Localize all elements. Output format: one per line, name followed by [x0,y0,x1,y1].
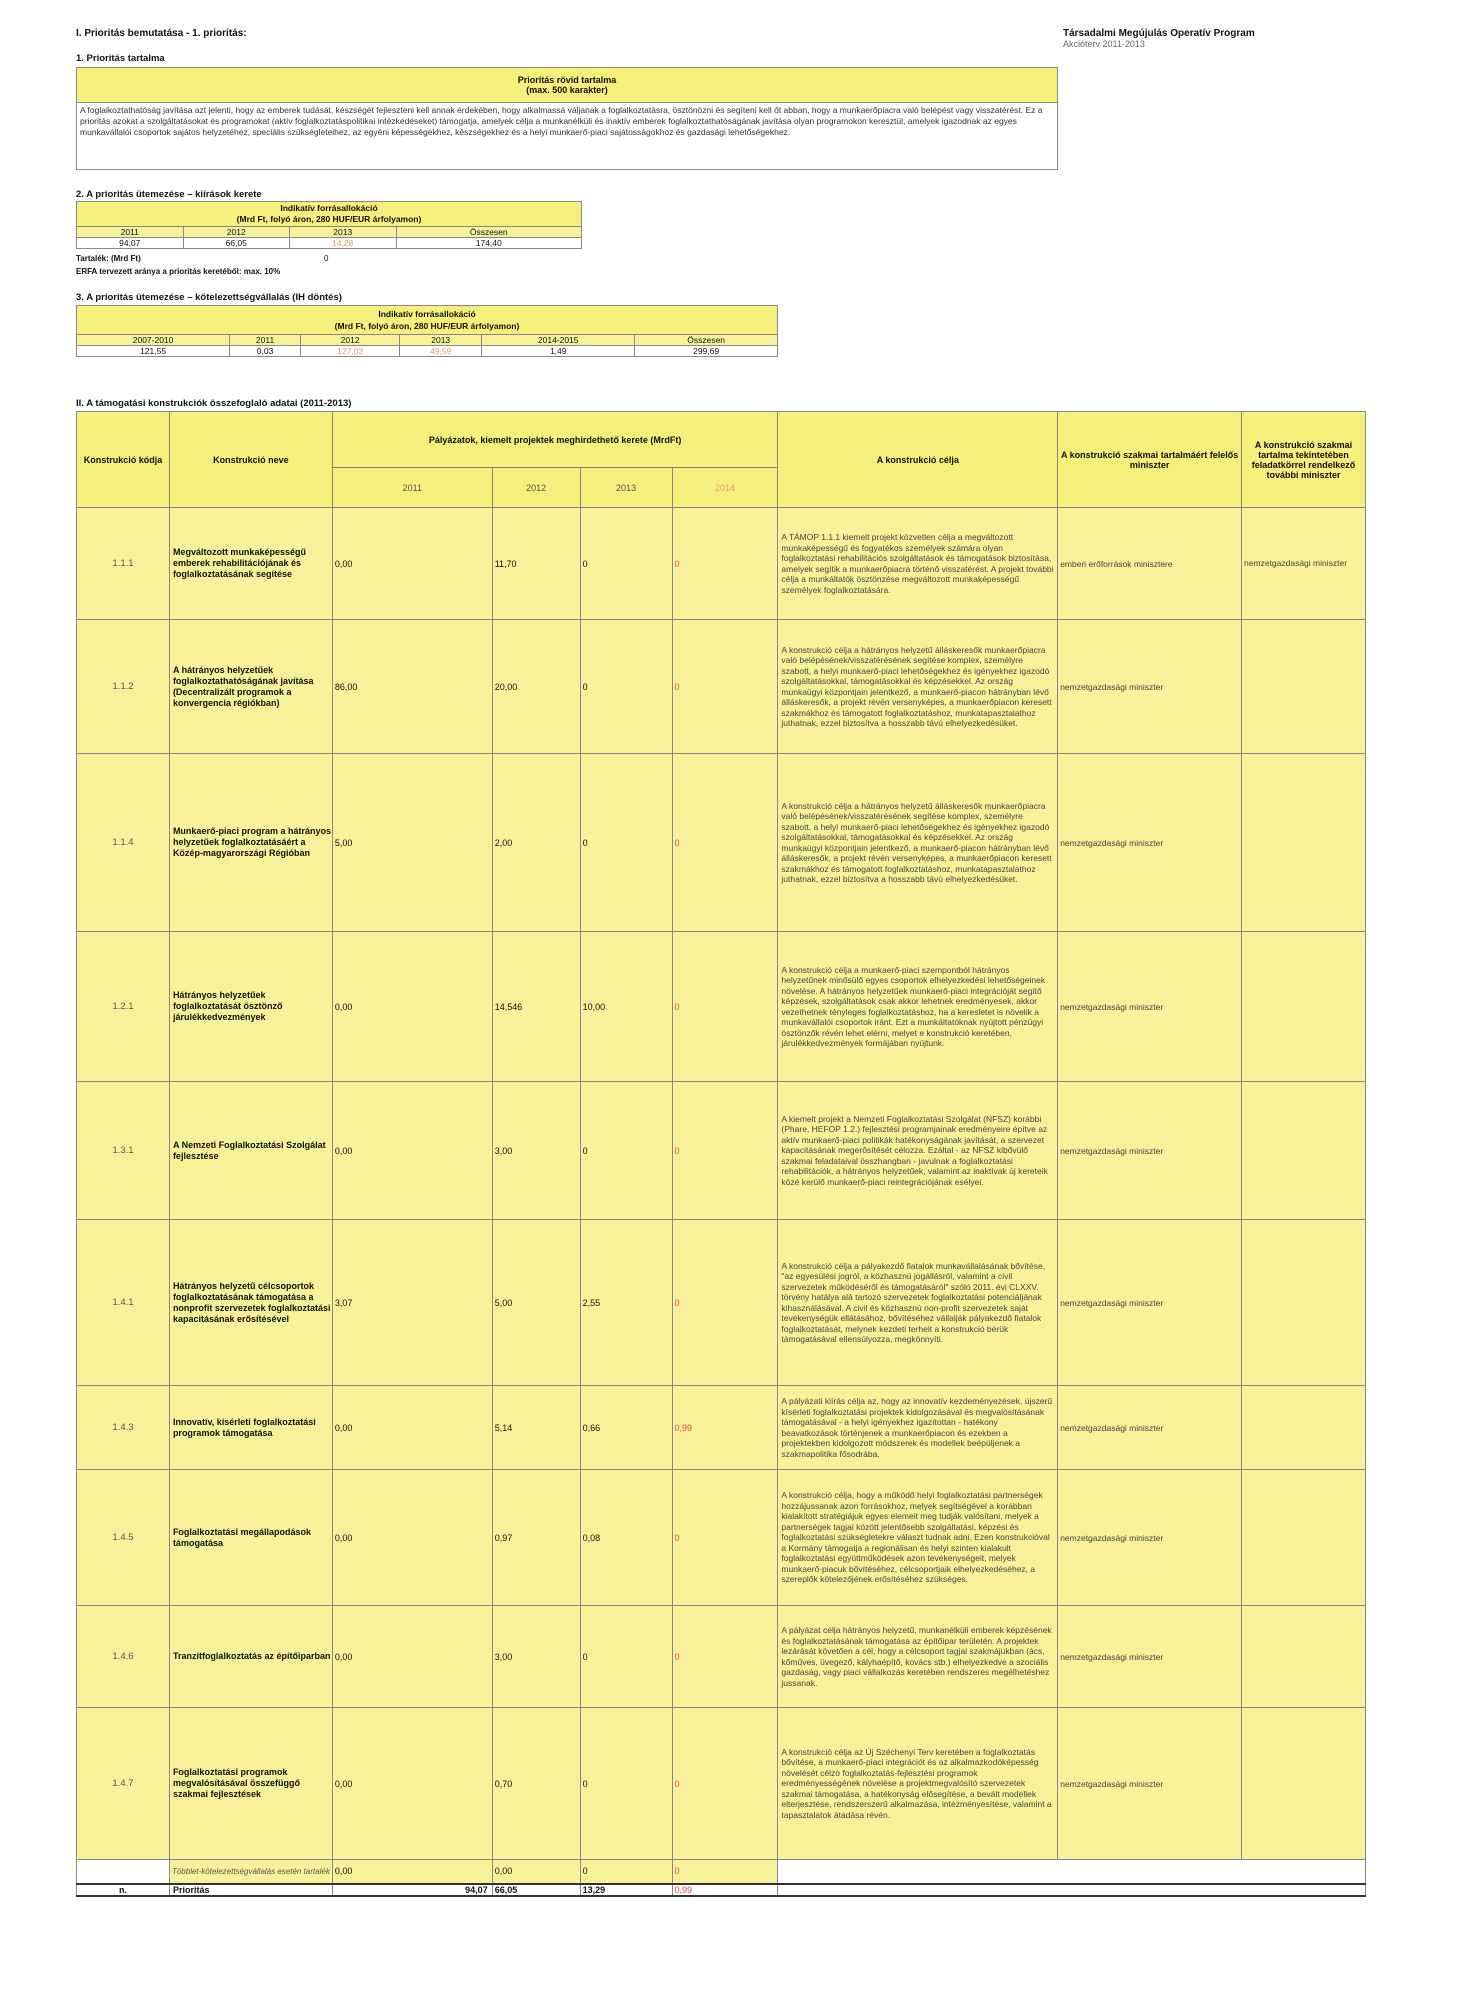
row-goal: A kiemelt projekt a Nemzeti Foglalkoztatási Szolgálat (NFSZ) korábbi (Phare, HEFOP 1.2.) fejlesztési programjainak eredményeire építve az aktív munkaerő-piaci politikák hatékonyságának javítását, a szervezet kapacitásának megerősítését célozza. Ezáltal - az NFSZ kibővülő szakmai feladataival összhangban - javulnak a foglalkoztatási rehabilitációk, a hátrányos helyzetűek, valamint az inaktívak új kereteik közé kerülő munkaerő-piaci reintegrációjának esélyei. [778,1082,1058,1220]
commitment-col-header: 2014-2015 [482,335,635,346]
row-value-2013: 0,08 [580,1470,672,1606]
calls-col-header: 2011 [77,227,184,238]
row-minister: nemzetgazdasági miniszter [1058,1470,1242,1606]
constructions-rows [77,508,1366,1896]
row-goal: A TÁMOP 1.1.1 kiemelt projekt közvetlen célja a megváltozott munkaképességű és fogyatékos személyek számára olyan foglalkoztatási rehabilitációs szolgáltatások és támogatások biztosítása, amelyek segítik a munkaerőpiacra történő visszatérést. A projekt további célja a munkáltatók ösztönzése megváltozott munkaképességű személyek foglalkoztatására. [778,508,1058,620]
row-goal: A konstrukció célja, hogy a működő helyi foglalkoztatási partnerségek hozzájussanak azon forrásokhoz, melyek segítségével a korábban kialakított stratégiájuk egyes elemeit meg tudják valósítani, melyek a partnerségek tagjai között jelentősebb szolgáltatási, képzési és foglalkoztatási szükségletekre választ tudnak adni. Ezen konstrukcióval a Kormány támogatja a regionálisan és helyi szinten kialakult foglalkoztatási együttműködések azon tevékenységeit, melyek munkaerő-piacuk bővítéséhez, célcsoportjaik elhelyezkedéséhez, a szereplők kötelezőjének erősítéséhez szükséges. [778,1470,1058,1606]
row-other-minister [1242,1082,1366,1220]
row-name: Foglalkoztatási programok megvalósításával összefüggő szakmai fejlesztések [169,1708,332,1860]
row-value-2013: 0 [580,620,672,754]
total-label: Prioritás [169,1884,332,1896]
table-row [77,1470,1366,1606]
row-value-2012: 11,70 [492,508,580,620]
col-header-minister: A konstrukció szakmai tartalmáért felelős miniszter [1058,412,1242,508]
summary-text: A foglalkoztathatóság javítása azt jelenti, hogy az emberek tudását, készségét fejleszteni kell annak érdekében, hogy alkalmassá váljanak a foglalkoztatásra, ösztönözni és segíteni kell őt abban, hogy a munkaerőpiacra való belépést vagy visszatérést. Ez a prioritás azokat a szolgáltatásokat és programokat (aktív foglalkoztatáspolitikai intézkedéseket) támogatja, amelyek célja a munkanélküli és inaktív emberek foglalkoztathatóságának javítása olyan programokon keresztül, amelyek igazodnak az egyes munkavállalói csoportok sajátos helyzetéhez, speciális szükségleteihez, az egyéni képességekhez, készségekhez és a helyi munkaerő-piaci sajátosságokhoz és gazdasági lehetőségekhez. [77,103,1058,170]
row-value-2014: 0 [672,754,778,932]
col-header-name: Konstrukció neve [169,412,332,508]
row-minister: nemzetgazdasági miniszter [1058,1082,1242,1220]
commitment-col-header: 2013 [400,335,482,346]
row-minister: emberi erőforrások minisztere [1058,508,1242,620]
program-subtitle: Akcióterv 2011-2013 [1063,39,1145,49]
row-minister: nemzetgazdasági miniszter [1058,932,1242,1082]
row-goal: A pályázati kiírás célja az, hogy az innovatív kezdeményezések, újszerű kísérleti foglalkoztatási projektek kidolgozásával és megvalósításának támogatásával - a helyi igényekhez igazítottan - hatékony beavatkozások történjenek a munkaerőpiacon és ezekben a projektekben kidolgozott módszerek és modellek beépüljenek a szakmapolitika fősodrába. [778,1386,1058,1470]
calls-col-header: 2012 [183,227,290,238]
row-code: 1.4.3 [77,1386,170,1470]
row-code: 1.1.4 [77,754,170,932]
table-row [77,1082,1366,1220]
row-value-2011: 0,00 [332,1606,492,1708]
row-other-minister: nemzetgazdasági miniszter [1242,508,1366,620]
reserve-value-2011: 0,00 [332,1860,492,1884]
row-value-2011: 0,00 [332,1082,492,1220]
section-ii-title: II. A támogatási konstrukciók összefoglaló adatai (2011-2013) [76,398,352,409]
row-other-minister [1242,1708,1366,1860]
row-value-2014: 0 [672,620,778,754]
row-value-2013: 0 [580,508,672,620]
commitment-value: 1,49 [482,346,635,357]
row-goal: A konstrukció célja a hátrányos helyzetű álláskeresők munkaerőpiacra való belépésének/visszatérésének segítése komplex, személyre szabott, a helyi munkaerő-piaci lehetőségekhez és igényekhez igazodó szolgáltatásokkal, támogatásokkal és képzésekkel. Az ország munkaügyi központjain jelentkező, a munkaerő-piacon hátrányban lévő álláskeresők, a projekt révén versenyképes, a munkaerőpiacon keresett szakmákhoz és támogatott foglalkoztatáshoz, munkatapasztalathoz juthatnak, ezzel biztosítva a hosszabb távú elhelyezkedésüket. [778,754,1058,932]
row-value-2013: 0 [580,1708,672,1860]
row-value-2013: 10,00 [580,932,672,1082]
commitment-col-header: Összesen [635,335,778,346]
row-value-2014: 0 [672,508,778,620]
col-header-goal: A konstrukció célja [778,412,1058,508]
row-other-minister [1242,1386,1366,1470]
commitment-value: 127,03 [301,346,400,357]
row-value-2014: 0 [672,1606,778,1708]
calls-value: 174,40 [396,238,582,249]
calls-heading-line1: Indikatív forrásallokáció [280,203,378,213]
row-code: 1.3.1 [77,1082,170,1220]
row-value-2012: 5,14 [492,1386,580,1470]
row-goal: A konstrukció célja az Új Széchenyi Terv keretében a foglalkoztatás bővítése, a munkaerő-piaci integrációt és az alkalmazkodóképesség növelését célzó foglalkoztatás-fejlesztési programok eredményességének növelése a projektmegvalósító szervezetek szakmai támogatása, a hatékonyság elősegítése, a bevált modellek elterjesztése, rendszerszerű alkalmazása, intézményesítése, valamint a tapasztalatok átadása révén. [778,1708,1058,1860]
row-value-2012: 2,00 [492,754,580,932]
col-header-code: Konstrukció kódja [77,412,170,508]
row-value-2012: 3,00 [492,1606,580,1708]
row-code: 1.1.2 [77,620,170,754]
table-row [77,932,1366,1082]
row-goal: A konstrukció célja a munkaerő-piaci szempontból hátrányos helyzetűnek minősülő egyes csoportok elhelyezkedési lehetőségeinek növelése. A hátrányos helyzetűek munkaerő-piaci integrációját segítő képzések, szolgáltatások csak akkor lehetnek eredményesek, akkor vezethetnek tényleges foglalkoztatáshoz, ha a keresletet is növelik a munkavállalói csoportok iránt. Ezt a munkáltatóknak nyújtott pénzügyi ösztönzők révén lehet elérni, melyet e konstrukció keretében, járulékkedvezmények formájában nyújtunk. [778,932,1058,1082]
program-header [1063,28,1255,49]
section1-title: 1. Prioritás tartalma [76,53,165,64]
row-value-2014: 0 [672,1470,778,1606]
total-2013: 13,29 [580,1884,672,1896]
commitment-value: 49,59 [400,346,482,357]
calls-heading-line2: (Mrd Ft, folyó áron, 280 HUF/EUR árfolyamon) [236,214,422,224]
reserve-row-label: Többlet-kötelezettségvállalás esetén tartalék [169,1860,332,1884]
row-value-2012: 0,70 [492,1708,580,1860]
row-value-2011: 0,00 [332,1470,492,1606]
col-header-2011: 2011 [332,468,492,508]
row-name: Tranzitfoglalkoztatás az építőiparban [169,1606,332,1708]
commitment-value: 0,03 [230,346,301,357]
row-other-minister [1242,754,1366,932]
total-empty-tail [778,1884,1366,1896]
row-other-minister [1242,1470,1366,1606]
col-header-2012: 2012 [492,468,580,508]
reserve-value: 0 [324,254,329,263]
row-name: Hátrányos helyzetűek foglalkoztatását ösztönző járulékkedvezmények [169,932,332,1082]
row-goal: A pályázat célja hátrányos helyzetű, munkanélküli emberek képzésének és foglalkoztatásának támogatása az építőipar területén. A projektek lezárását követően a cél, hogy a célcsoport tagjai szakmájukban (ács, kőműves, üvegező, kályhaépítő, kovács stb.) elhelyezkedve a szociális gazdaság, vagy piaci vállalkozás keretében rendszeres megélhetéshez jussanak. [778,1606,1058,1708]
calls-col-header: 2013 [290,227,397,238]
col-header-2013: 2013 [580,468,672,508]
row-value-2012: 0,97 [492,1470,580,1606]
row-value-2014: 0 [672,1708,778,1860]
row-minister: nemzetgazdasági miniszter [1058,1606,1242,1708]
table-row [77,620,1366,754]
commitment-value: 299,69 [635,346,778,357]
summary-heading-line1: Prioritás rövid tartalma [517,75,617,85]
commitment-col-header: 2012 [301,335,400,346]
total-2011: 94,07 [332,1884,492,1896]
row-code: 1.4.1 [77,1220,170,1386]
row-value-2014: 0 [672,1220,778,1386]
row-code: 1.4.5 [77,1470,170,1606]
row-value-2011: 0,00 [332,508,492,620]
row-value-2013: 0 [580,754,672,932]
calls-value: 14,28 [290,238,397,249]
row-value-2011: 3,07 [332,1220,492,1386]
row-name: Munkaerő-piaci program a hátrányos helyzetűek foglalkoztatásáért a Közép-magyarországi Régióban [169,754,332,932]
row-name: Innovatív, kísérleti foglalkoztatási programok támogatása [169,1386,332,1470]
total-code: n. [77,1884,170,1896]
row-other-minister [1242,620,1366,754]
calls-heading [77,202,582,227]
commitment-heading-line2: (Mrd Ft, folyó áron, 280 HUF/EUR árfolyamon) [334,321,520,331]
row-goal: A konstrukció célja a pályakezdő fiatalok munkavállalásának bővítése, "az egyesülési jogról, a közhasznú jogállásról, valamint a civil szervezetek működéséről és támogatásáról" szóló 2011. évi CLXXV. törvény hatálya alá tartozó szervezetek foglalkoztatási potenciáljának kihasználásával. A civil és közhasznú non-profit szervezetek saját tevékenységük ellátásához, bővítéséhez vállalják pályakezdő fiatalok foglalkoztatását, melynek kezdeti terheit a konstrukció bérük támogatásával ellensúlyozza, megkönnyíti. [778,1220,1058,1386]
reserve-empty-tail [778,1860,1366,1884]
table-row [77,754,1366,932]
row-code: 1.1.1 [77,508,170,620]
row-value-2013: 2,55 [580,1220,672,1386]
row-other-minister [1242,1220,1366,1386]
row-value-2011: 86,00 [332,620,492,754]
calls-col-header: Összesen [396,227,582,238]
commitment-value: 121,55 [77,346,230,357]
total-2014: 0,99 [672,1884,778,1896]
row-code: 1.2.1 [77,932,170,1082]
row-name: Foglalkoztatási megállapodások támogatása [169,1470,332,1606]
col-header-frame: Pályázatok, kiemelt projektek meghirdethető kerete (MrdFt) [332,412,778,468]
row-code: 1.4.7 [77,1708,170,1860]
row-name: A hátrányos helyzetűek foglalkoztathatóságának javítása (Decentralizált programok a konvergencia régiókban) [169,620,332,754]
total-row [77,1884,1366,1896]
col-header-other-minister: A konstrukció szakmai tartalma tekintetében feladatkörrel rendelkező további miniszter [1242,412,1366,508]
row-value-2011: 0,00 [332,1708,492,1860]
table-row [77,1386,1366,1470]
row-value-2011: 5,00 [332,754,492,932]
commitment-heading-line1: Indikatív forrásallokáció [378,309,476,319]
row-value-2011: 0,00 [332,1386,492,1470]
row-minister: nemzetgazdasági miniszter [1058,1708,1242,1860]
row-code: 1.4.6 [77,1606,170,1708]
erfa-note: ERFA tervezett aránya a prioritás keretéből: max. 10% [76,267,281,276]
program-title: Társadalmi Megújulás Operatív Program [1063,28,1255,39]
page-section-title: I. Prioritás bemutatása - 1. prioritás: [76,28,247,39]
commitment-col-header: 2011 [230,335,301,346]
table-row [77,1220,1366,1386]
row-value-2014: 0 [672,1082,778,1220]
commitment-heading [77,306,778,335]
reserve-empty-cell [77,1860,170,1884]
row-name: Hátrányos helyzetű célcsoportok foglalkoztatásának támogatása a nonprofit szervezetek foglalkoztatási kapacitásának erősítésével [169,1220,332,1386]
row-minister: nemzetgazdasági miniszter [1058,620,1242,754]
reserve-value-2012: 0,00 [492,1860,580,1884]
table-row [77,1708,1366,1860]
row-minister: nemzetgazdasági miniszter [1058,1386,1242,1470]
calls-frame-table [76,201,582,249]
row-value-2013: 0 [580,1606,672,1708]
table-row [77,508,1366,620]
section3-title: 3. A prioritás ütemezése – kötelezettségvállalás (IH döntés) [76,292,342,303]
row-goal: A konstrukció célja a hátrányos helyzetű álláskeresők munkaerőpiacra való belépésének/visszatérésének segítése komplex, személyre szabott, a helyi munkaerő-piaci lehetőségekhez és igényekhez igazodó szolgáltatásokkal, támogatásokkal és képzésekkel. Az ország munkaügyi központjain jelentkező, a munkaerő-piacon hátrányban lévő álláskeresők, a projekt révén versenyképes, a munkaerőpiacon keresett szakmákhoz és támogatott foglalkoztatáshoz, munkatapasztalathoz juthatnak, ezzel biztosítva a hosszabb távú elhelyezkedésüket. [778,620,1058,754]
calls-value: 66,05 [183,238,290,249]
col-header-2014: 2014 [672,468,778,508]
reserve-value-2013: 0 [580,1860,672,1884]
row-name: A Nemzeti Foglalkoztatási Szolgálat fejlesztése [169,1082,332,1220]
row-name: Megváltozott munkaképességű emberek rehabilitációjának és foglalkoztatásának segítése [169,508,332,620]
reserve-row [77,1860,1366,1884]
row-value-2014: 0 [672,932,778,1082]
constructions-table [76,411,1366,1897]
row-value-2012: 3,00 [492,1082,580,1220]
calls-value: 94,07 [77,238,184,249]
row-value-2012: 5,00 [492,1220,580,1386]
commitment-table [76,305,778,357]
summary-heading [77,68,1058,103]
row-value-2012: 20,00 [492,620,580,754]
row-other-minister [1242,932,1366,1082]
row-value-2014: 0,99 [672,1386,778,1470]
row-other-minister [1242,1606,1366,1708]
reserve-value-2014: 0 [672,1860,778,1884]
table-row [77,1606,1366,1708]
row-value-2013: 0 [580,1082,672,1220]
row-value-2012: 14,546 [492,932,580,1082]
commitment-col-header: 2007-2010 [77,335,230,346]
summary-heading-line2: (max. 500 karakter) [526,85,608,95]
row-value-2013: 0,66 [580,1386,672,1470]
row-value-2011: 0,00 [332,932,492,1082]
total-2012: 66,05 [492,1884,580,1896]
section2-title: 2. A prioritás ütemezése – kiírások kerete [76,189,262,200]
priority-summary-box [76,67,1058,170]
row-minister: nemzetgazdasági miniszter [1058,754,1242,932]
reserve-label: Tartalék: (Mrd Ft) [76,254,141,263]
row-minister: nemzetgazdasági miniszter [1058,1220,1242,1386]
